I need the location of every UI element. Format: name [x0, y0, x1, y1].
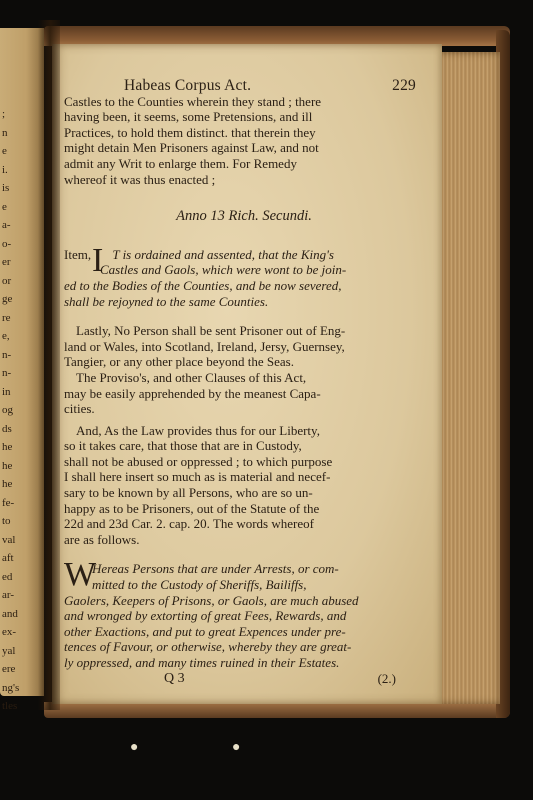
facing-page-fragment: aft [2, 552, 14, 564]
text-line: Tangier, or any other place beyond the Seas. [64, 354, 294, 370]
scanner-mark: ● [232, 740, 241, 755]
text-line: whereof it was thus enacted ; [64, 171, 216, 187]
facing-page-fragment: yal [2, 644, 16, 657]
facing-page-fragment: tles [2, 700, 18, 712]
text-line: sary to be known by all Persons, who are so un- [64, 485, 313, 501]
statute-heading: Anno 13 Rich. Secundi. [176, 208, 312, 225]
text-line: having been, it seems, some Pretensions, and ill [64, 109, 313, 125]
facing-page-fragment: n- [2, 367, 12, 379]
text-line: Lastly, No Person shall be sent Prisoner out of Eng- [76, 323, 346, 339]
facing-page-fragment: ; [2, 108, 6, 120]
facing-page-fragment: o- [2, 237, 12, 250]
facing-page-fragment: ar- [2, 589, 14, 601]
item-paragraph [64, 241, 424, 309]
whereas-second-line: mitted to the Custody of Sheriffs, Bailiffs, [92, 577, 307, 593]
facing-page-fragment: ed [2, 570, 13, 583]
facing-page-fragment: ge [2, 293, 13, 305]
facing-page-fragment: n- [2, 348, 12, 361]
whereas-dropcap: W [64, 556, 97, 594]
facing-page-fragment: n [2, 126, 8, 139]
facing-page-fragment: he [2, 478, 13, 490]
facing-page-fragment: a- [2, 219, 11, 231]
text-line: tences of Favour, or otherwise, whereby they are great- [64, 639, 352, 655]
text-line: And, As the Law provides thus for our Liberty, [76, 422, 320, 438]
facing-page-fragment: i. [2, 163, 8, 176]
text-line: shall not be abused or oppressed ; to which purpose [64, 453, 333, 469]
text-line: so it takes care, that those that are in Custody, [64, 438, 302, 454]
item-line: shall be rejoyned to the same Counties. [64, 293, 269, 309]
facing-page-fragment: ds [2, 422, 12, 435]
facing-page-fragment: ex- [2, 626, 17, 638]
item-dropcap: I [92, 241, 104, 279]
catchword: (2.) [377, 670, 396, 686]
text-line: Practices, to hold them distinct. that therein they [64, 124, 316, 140]
text-line: are as follows. [64, 531, 140, 547]
whereas-paragraph [64, 556, 424, 670]
facing-page-fragment: he [2, 459, 13, 472]
text-line: may be easily apprehended by the meanest Capa- [64, 385, 321, 401]
text-line: other Exactions, and put to great Expences under pre- [64, 623, 346, 639]
facing-page-fragment: val [2, 533, 16, 546]
facing-page-fragment: er [2, 256, 11, 268]
text-line: Castles to the Counties wherein they stand ; there [64, 93, 322, 109]
item-first-line: T is ordained and assented, that the King's [112, 246, 334, 262]
cover-bottom-edge [44, 702, 510, 718]
text-line: Gaolers, Keepers of Prisons, or Gaols, are much abused [64, 592, 359, 608]
whereas-first-line: Hereas Persons that are under Arrests, or com- [92, 561, 339, 577]
text-line: cities. [64, 401, 95, 417]
lastly-paragraph [64, 323, 424, 370]
scanner-mark: ● [130, 740, 139, 755]
page-number: 229 [392, 77, 416, 94]
text-line: land or Wales, into Scotland, Ireland, Jersy, Guernsey, [64, 338, 345, 354]
text-line: 22d and 23d Car. 2. cap. 20. The words whereof [64, 516, 314, 532]
running-head-title: Habeas Corpus Act. [124, 77, 252, 94]
text-line: ly oppressed, and many times ruined in their Estates. [64, 655, 340, 670]
facing-page-fragment: fe- [2, 496, 15, 509]
facing-page-fragment: in [2, 385, 11, 398]
facing-page-fragment: or [2, 274, 12, 287]
cover-top-edge [44, 26, 510, 46]
facing-page-fragment: he [2, 441, 13, 453]
text-line: might detain Men Prisoners against Law, and not [64, 140, 319, 156]
facing-page-fragment: e [2, 145, 7, 157]
facing-page-fragment: to [2, 515, 11, 527]
text-line: admit any Writ to enlarge them. For Remedy [64, 155, 297, 171]
facing-page-fragment: ere [2, 663, 16, 675]
facing-page-fragment: is [2, 182, 10, 194]
signature-mark: Q 3 [164, 670, 185, 686]
page-text [64, 78, 424, 687]
page-footer [64, 671, 424, 687]
page-edges-stack [438, 52, 500, 704]
text-line: I shall here insert so much as is material and necef- [64, 469, 331, 485]
item-line: Castles and Gaols, which were wont to be join- [100, 262, 347, 278]
facing-page-fragment: ng's [2, 681, 20, 694]
item-line: ed to the Bodies of the Counties, and be now severed, [64, 277, 342, 293]
intro-paragraph [64, 94, 424, 188]
facing-page-fragment: og [2, 404, 13, 416]
text-line: and wronged by extorting of great Fees, Rewards, and [64, 608, 347, 624]
facing-page-fragment: e [2, 200, 7, 213]
text-line: happy as to be Prisoners, out of the Statute of the [64, 500, 320, 516]
facing-page-fragment: e, [2, 330, 10, 342]
proviso-paragraph [64, 370, 424, 417]
text-line: The Proviso's, and other Clauses of this Act, [76, 369, 307, 385]
liberty-paragraph [64, 423, 424, 548]
item-lead: Item, [64, 246, 92, 262]
running-head [64, 78, 424, 94]
facing-page-fragment: re [2, 311, 11, 324]
facing-page-fragment: and [2, 607, 18, 620]
spine-gutter [38, 20, 60, 710]
